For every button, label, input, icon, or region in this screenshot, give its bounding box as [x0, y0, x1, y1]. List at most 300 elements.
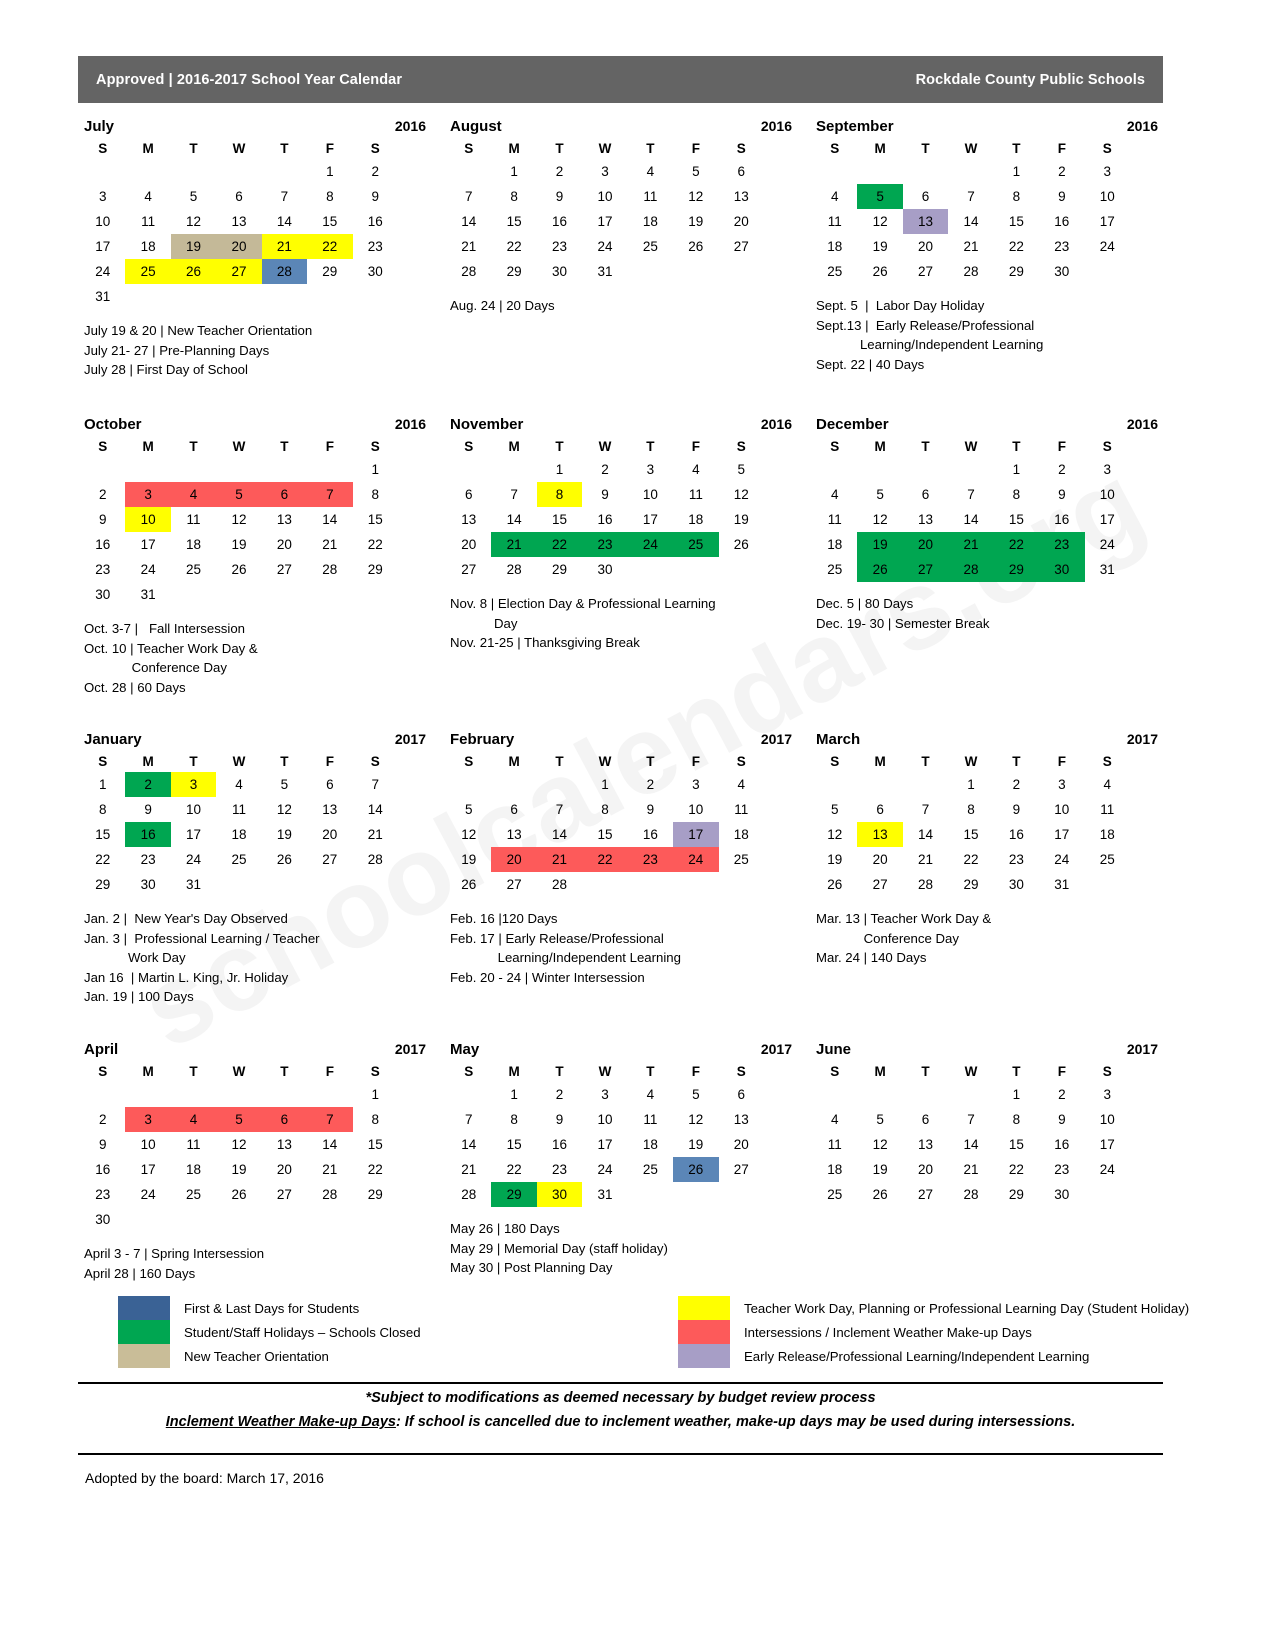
day-cell[interactable]: 7	[967, 487, 975, 502]
day-cell-highlighted[interactable]: 27	[216, 259, 261, 284]
day-cell[interactable]: 8	[371, 1112, 380, 1127]
day-cell-highlighted[interactable]: 23	[582, 532, 627, 557]
day-cell[interactable]: 13	[733, 189, 749, 204]
day-cell-highlighted[interactable]: 21	[491, 532, 536, 557]
day-cell[interactable]: 3	[1058, 777, 1066, 792]
day-cell[interactable]: 7	[510, 487, 518, 502]
day-cell[interactable]: 5	[189, 189, 198, 204]
day-cell[interactable]: 26	[688, 239, 704, 254]
day-cell[interactable]: 20	[733, 1137, 749, 1152]
day-cell[interactable]: 12	[872, 512, 888, 527]
day-cell[interactable]: 27	[872, 877, 888, 892]
day-cell-highlighted[interactable]: 20	[216, 234, 261, 259]
day-cell[interactable]: 11	[643, 1112, 658, 1127]
day-cell[interactable]: 13	[231, 214, 247, 229]
day-cell[interactable]: 18	[186, 537, 202, 552]
day-cell[interactable]: 1	[1012, 462, 1021, 477]
day-cell[interactable]: 17	[597, 214, 613, 229]
day-cell[interactable]: 3	[692, 777, 700, 792]
day-cell[interactable]: 10	[95, 214, 111, 229]
day-cell[interactable]: 9	[601, 487, 609, 502]
day-cell[interactable]: 21	[963, 239, 979, 254]
day-cell[interactable]: 12	[231, 512, 247, 527]
day-cell[interactable]: 3	[1103, 462, 1112, 477]
day-cell[interactable]: 28	[918, 877, 934, 892]
day-cell[interactable]: 7	[464, 189, 473, 204]
day-cell[interactable]: 14	[461, 214, 477, 229]
day-cell-highlighted[interactable]: 16	[125, 822, 170, 847]
day-cell-highlighted[interactable]: 6	[262, 1107, 307, 1132]
day-cell[interactable]: 18	[688, 512, 704, 527]
day-cell[interactable]: 21	[461, 1162, 477, 1177]
day-cell-highlighted[interactable]: 24	[628, 532, 673, 557]
day-cell[interactable]: 30	[95, 587, 111, 602]
day-cell[interactable]: 17	[186, 827, 202, 842]
day-cell[interactable]: 19	[872, 1162, 888, 1177]
day-cell[interactable]: 17	[642, 512, 658, 527]
day-cell[interactable]: 29	[1008, 1187, 1024, 1202]
day-cell[interactable]: 9	[1012, 802, 1021, 817]
day-cell[interactable]: 7	[464, 1112, 473, 1127]
day-cell[interactable]: 4	[830, 487, 839, 502]
day-cell[interactable]: 17	[95, 239, 111, 254]
day-cell[interactable]: 27	[461, 562, 477, 577]
day-cell[interactable]: 10	[642, 487, 658, 502]
day-cell[interactable]: 23	[552, 239, 568, 254]
day-cell[interactable]: 15	[506, 214, 522, 229]
day-cell[interactable]: 8	[1012, 1112, 1021, 1127]
day-cell[interactable]: 6	[235, 189, 243, 204]
day-cell-highlighted[interactable]: 5	[216, 1107, 261, 1132]
day-cell[interactable]: 27	[322, 852, 338, 867]
day-cell[interactable]: 23	[1054, 239, 1070, 254]
day-cell[interactable]: 29	[95, 877, 111, 892]
day-cell[interactable]: 8	[967, 802, 975, 817]
day-cell[interactable]: 16	[597, 512, 613, 527]
day-cell[interactable]: 5	[830, 802, 839, 817]
day-cell-highlighted[interactable]: 25	[125, 259, 170, 284]
day-cell[interactable]: 10	[186, 802, 202, 817]
day-cell[interactable]: 8	[510, 1112, 518, 1127]
day-cell[interactable]: 30	[367, 264, 383, 279]
day-cell[interactable]: 13	[506, 827, 522, 842]
day-cell[interactable]: 9	[98, 512, 107, 527]
day-cell[interactable]: 26	[872, 1187, 888, 1202]
day-cell[interactable]: 17	[1099, 1137, 1115, 1152]
day-cell[interactable]: 28	[322, 562, 338, 577]
day-cell[interactable]: 4	[646, 1087, 655, 1102]
day-cell[interactable]: 2	[1012, 777, 1021, 792]
day-cell[interactable]: 11	[141, 214, 156, 229]
day-cell[interactable]: 11	[231, 802, 246, 817]
day-cell[interactable]: 14	[506, 512, 522, 527]
day-cell[interactable]: 16	[552, 1137, 568, 1152]
day-cell[interactable]: 16	[367, 214, 383, 229]
day-cell[interactable]: 26	[231, 562, 247, 577]
day-cell[interactable]: 1	[967, 777, 975, 792]
day-cell[interactable]: 1	[98, 777, 107, 792]
day-cell[interactable]: 21	[963, 1162, 979, 1177]
day-cell-highlighted[interactable]: 13	[903, 209, 948, 234]
day-cell-highlighted[interactable]: 5	[857, 184, 902, 209]
day-cell[interactable]: 31	[95, 289, 111, 304]
day-cell[interactable]: 11	[827, 512, 842, 527]
day-cell[interactable]: 15	[506, 1137, 522, 1152]
day-cell[interactable]: 27	[918, 1187, 934, 1202]
day-cell[interactable]: 10	[688, 802, 704, 817]
day-cell[interactable]: 13	[322, 802, 338, 817]
day-cell[interactable]: 13	[276, 512, 292, 527]
day-cell-highlighted[interactable]: 24	[673, 847, 718, 872]
day-cell[interactable]: 13	[276, 1137, 292, 1152]
day-cell[interactable]: 2	[555, 164, 564, 179]
day-cell[interactable]: 9	[371, 189, 380, 204]
day-cell[interactable]: 29	[367, 1187, 383, 1202]
day-cell[interactable]: 29	[367, 562, 383, 577]
day-cell-highlighted[interactable]: 3	[125, 1107, 170, 1132]
day-cell[interactable]: 24	[597, 239, 613, 254]
day-cell[interactable]: 14	[963, 512, 979, 527]
day-cell[interactable]: 2	[646, 777, 655, 792]
day-cell[interactable]: 14	[963, 1137, 979, 1152]
day-cell[interactable]: 3	[601, 1087, 609, 1102]
day-cell-highlighted[interactable]: 3	[125, 482, 170, 507]
day-cell-highlighted[interactable]: 26	[171, 259, 216, 284]
day-cell[interactable]: 11	[643, 189, 658, 204]
day-cell[interactable]: 18	[827, 537, 843, 552]
day-cell-highlighted[interactable]: 20	[903, 532, 948, 557]
day-cell[interactable]: 14	[461, 1137, 477, 1152]
day-cell[interactable]: 23	[1054, 1162, 1070, 1177]
day-cell[interactable]: 7	[555, 802, 564, 817]
day-cell[interactable]: 4	[830, 1112, 839, 1127]
day-cell[interactable]: 22	[1008, 239, 1024, 254]
day-cell[interactable]: 2	[601, 462, 609, 477]
day-cell[interactable]: 13	[461, 512, 477, 527]
day-cell[interactable]: 3	[98, 189, 107, 204]
day-cell[interactable]: 6	[510, 802, 518, 817]
day-cell[interactable]: 4	[830, 189, 839, 204]
day-cell[interactable]: 9	[555, 1112, 564, 1127]
day-cell[interactable]: 21	[461, 239, 477, 254]
day-cell[interactable]: 4	[646, 164, 655, 179]
day-cell[interactable]: 10	[1099, 189, 1115, 204]
day-cell[interactable]: 16	[642, 827, 658, 842]
day-cell[interactable]: 2	[98, 487, 107, 502]
day-cell[interactable]: 25	[1099, 852, 1115, 867]
day-cell[interactable]: 18	[186, 1162, 202, 1177]
day-cell[interactable]: 22	[1008, 1162, 1024, 1177]
day-cell[interactable]: 9	[646, 802, 655, 817]
day-cell-highlighted[interactable]: 22	[537, 532, 582, 557]
day-cell[interactable]: 31	[1099, 562, 1115, 577]
day-cell[interactable]: 19	[461, 852, 477, 867]
day-cell-highlighted[interactable]: 4	[171, 1107, 216, 1132]
day-cell[interactable]: 12	[733, 487, 749, 502]
day-cell[interactable]: 15	[552, 512, 568, 527]
day-cell-highlighted[interactable]: 28	[948, 557, 993, 582]
day-cell-highlighted[interactable]: 21	[537, 847, 582, 872]
day-cell-highlighted[interactable]: 22	[307, 234, 352, 259]
day-cell[interactable]: 20	[461, 537, 477, 552]
day-cell[interactable]: 30	[95, 1212, 111, 1227]
day-cell[interactable]: 8	[510, 189, 518, 204]
day-cell[interactable]: 26	[872, 264, 888, 279]
day-cell-highlighted[interactable]: 7	[307, 482, 352, 507]
day-cell[interactable]: 28	[963, 1187, 979, 1202]
day-cell[interactable]: 9	[1058, 189, 1066, 204]
day-cell[interactable]: 28	[506, 562, 522, 577]
day-cell[interactable]: 14	[918, 827, 934, 842]
day-cell[interactable]: 18	[1099, 827, 1115, 842]
day-cell[interactable]: 2	[371, 164, 380, 179]
day-cell-highlighted[interactable]: 2	[125, 772, 170, 797]
day-cell[interactable]: 25	[231, 852, 247, 867]
day-cell-highlighted[interactable]: 5	[216, 482, 261, 507]
day-cell[interactable]: 26	[231, 1187, 247, 1202]
day-cell[interactable]: 20	[872, 852, 888, 867]
day-cell[interactable]: 12	[872, 1137, 888, 1152]
day-cell[interactable]: 8	[1012, 189, 1021, 204]
day-cell-highlighted[interactable]: 3	[171, 772, 216, 797]
day-cell[interactable]: 15	[1008, 512, 1024, 527]
day-cell[interactable]: 10	[1054, 802, 1070, 817]
day-cell[interactable]: 6	[921, 1112, 930, 1127]
day-cell-highlighted[interactable]: 7	[307, 1107, 352, 1132]
day-cell[interactable]: 26	[733, 537, 749, 552]
day-cell[interactable]: 20	[322, 827, 338, 842]
day-cell[interactable]: 17	[1054, 827, 1070, 842]
day-cell[interactable]: 30	[1008, 877, 1024, 892]
day-cell[interactable]: 14	[276, 214, 292, 229]
day-cell[interactable]: 24	[186, 852, 202, 867]
day-cell[interactable]: 23	[1008, 852, 1024, 867]
day-cell[interactable]: 2	[1058, 1087, 1066, 1102]
day-cell[interactable]: 21	[918, 852, 934, 867]
day-cell[interactable]: 15	[95, 827, 111, 842]
day-cell[interactable]: 1	[555, 462, 564, 477]
day-cell[interactable]: 22	[95, 852, 111, 867]
day-cell-highlighted[interactable]: 30	[1039, 557, 1084, 582]
day-cell[interactable]: 19	[231, 1162, 247, 1177]
day-cell[interactable]: 22	[367, 537, 383, 552]
day-cell[interactable]: 4	[737, 777, 746, 792]
day-cell[interactable]: 31	[1054, 877, 1070, 892]
day-cell[interactable]: 16	[95, 537, 111, 552]
day-cell[interactable]: 10	[1099, 1112, 1115, 1127]
day-cell[interactable]: 6	[921, 487, 930, 502]
day-cell[interactable]: 21	[322, 537, 338, 552]
day-cell[interactable]: 7	[967, 1112, 975, 1127]
day-cell-highlighted[interactable]: 23	[1039, 532, 1084, 557]
day-cell[interactable]: 24	[140, 1187, 156, 1202]
day-cell[interactable]: 1	[326, 164, 334, 179]
day-cell[interactable]: 20	[918, 239, 934, 254]
day-cell[interactable]: 11	[827, 1137, 842, 1152]
day-cell[interactable]: 7	[921, 802, 930, 817]
day-cell[interactable]: 29	[963, 877, 979, 892]
day-cell[interactable]: 4	[144, 189, 152, 204]
day-cell[interactable]: 25	[827, 1187, 843, 1202]
day-cell[interactable]: 30	[140, 877, 156, 892]
day-cell-highlighted[interactable]: 6	[262, 482, 307, 507]
day-cell[interactable]: 15	[1008, 1137, 1024, 1152]
day-cell[interactable]: 11	[186, 512, 201, 527]
day-cell-highlighted[interactable]: 8	[537, 482, 582, 507]
day-cell[interactable]: 19	[231, 537, 247, 552]
day-cell-highlighted[interactable]: 22	[582, 847, 627, 872]
day-cell[interactable]: 1	[371, 462, 380, 477]
day-cell[interactable]: 29	[552, 562, 568, 577]
day-cell[interactable]: 1	[601, 777, 609, 792]
day-cell[interactable]: 25	[827, 264, 843, 279]
day-cell[interactable]: 8	[326, 189, 334, 204]
day-cell[interactable]: 12	[872, 214, 888, 229]
day-cell-highlighted[interactable]: 23	[628, 847, 673, 872]
day-cell[interactable]: 18	[827, 239, 843, 254]
day-cell[interactable]: 28	[322, 1187, 338, 1202]
day-cell[interactable]: 23	[140, 852, 156, 867]
day-cell[interactable]: 30	[1054, 264, 1070, 279]
day-cell[interactable]: 30	[1054, 1187, 1070, 1202]
day-cell[interactable]: 5	[692, 164, 700, 179]
day-cell-highlighted[interactable]: 28	[262, 259, 307, 284]
day-cell[interactable]: 14	[963, 214, 979, 229]
day-cell-highlighted[interactable]: 20	[491, 847, 536, 872]
day-cell[interactable]: 8	[371, 487, 380, 502]
day-cell[interactable]: 12	[461, 827, 477, 842]
day-cell[interactable]: 5	[876, 1112, 884, 1127]
day-cell[interactable]: 31	[597, 264, 613, 279]
day-cell[interactable]: 1	[371, 1087, 380, 1102]
day-cell[interactable]: 29	[1008, 264, 1024, 279]
day-cell[interactable]: 25	[733, 852, 749, 867]
day-cell[interactable]: 18	[733, 827, 749, 842]
day-cell[interactable]: 12	[688, 189, 704, 204]
day-cell[interactable]: 5	[876, 487, 884, 502]
day-cell[interactable]: 27	[276, 562, 292, 577]
day-cell[interactable]: 6	[876, 802, 884, 817]
day-cell[interactable]: 4	[1103, 777, 1112, 792]
day-cell[interactable]: 22	[506, 239, 522, 254]
day-cell[interactable]: 10	[597, 189, 613, 204]
day-cell[interactable]: 25	[642, 1162, 658, 1177]
day-cell[interactable]: 24	[1099, 239, 1115, 254]
day-cell[interactable]: 6	[326, 777, 334, 792]
day-cell-highlighted[interactable]: 21	[262, 234, 307, 259]
day-cell[interactable]: 14	[367, 802, 383, 817]
day-cell[interactable]: 19	[733, 512, 749, 527]
day-cell[interactable]: 1	[1012, 1087, 1021, 1102]
day-cell[interactable]: 31	[140, 587, 156, 602]
day-cell[interactable]: 8	[98, 802, 107, 817]
day-cell[interactable]: 21	[367, 827, 383, 842]
day-cell[interactable]: 10	[1099, 487, 1115, 502]
day-cell[interactable]: 11	[734, 802, 749, 817]
day-cell[interactable]: 19	[688, 214, 704, 229]
day-cell[interactable]: 4	[235, 777, 243, 792]
day-cell[interactable]: 18	[140, 239, 156, 254]
day-cell[interactable]: 15	[1008, 214, 1024, 229]
day-cell-highlighted[interactable]: 25	[673, 532, 718, 557]
day-cell[interactable]: 11	[688, 487, 703, 502]
day-cell[interactable]: 14	[552, 827, 568, 842]
day-cell-highlighted[interactable]: 13	[857, 822, 902, 847]
day-cell[interactable]: 10	[140, 1137, 156, 1152]
day-cell[interactable]: 2	[98, 1112, 107, 1127]
day-cell[interactable]: 31	[597, 1187, 613, 1202]
day-cell[interactable]: 5	[280, 777, 289, 792]
day-cell[interactable]: 27	[733, 239, 749, 254]
day-cell[interactable]: 7	[371, 777, 380, 792]
day-cell[interactable]: 11	[186, 1137, 201, 1152]
day-cell[interactable]: 9	[555, 189, 564, 204]
day-cell[interactable]: 23	[95, 562, 111, 577]
day-cell[interactable]: 27	[733, 1162, 749, 1177]
day-cell-highlighted[interactable]: 26	[857, 557, 902, 582]
day-cell[interactable]: 22	[367, 1162, 383, 1177]
day-cell[interactable]: 7	[280, 189, 289, 204]
day-cell[interactable]: 17	[1099, 512, 1115, 527]
day-cell[interactable]: 18	[231, 827, 247, 842]
day-cell[interactable]: 9	[98, 1137, 107, 1152]
day-cell[interactable]: 18	[642, 214, 658, 229]
day-cell[interactable]: 24	[597, 1162, 613, 1177]
day-cell[interactable]: 18	[827, 1162, 843, 1177]
day-cell[interactable]: 27	[506, 877, 522, 892]
day-cell[interactable]: 19	[872, 239, 888, 254]
day-cell[interactable]: 1	[1012, 164, 1021, 179]
day-cell[interactable]: 5	[464, 802, 473, 817]
day-cell[interactable]: 11	[1100, 802, 1115, 817]
day-cell[interactable]: 16	[1054, 1137, 1070, 1152]
day-cell[interactable]: 16	[1054, 214, 1070, 229]
day-cell[interactable]: 4	[692, 462, 700, 477]
day-cell[interactable]: 28	[552, 877, 568, 892]
day-cell[interactable]: 14	[322, 1137, 338, 1152]
day-cell[interactable]: 17	[1099, 214, 1115, 229]
day-cell[interactable]: 11	[827, 214, 842, 229]
day-cell[interactable]: 26	[276, 852, 292, 867]
day-cell[interactable]: 16	[1054, 512, 1070, 527]
day-cell[interactable]: 29	[322, 264, 338, 279]
day-cell-highlighted[interactable]: 22	[994, 532, 1039, 557]
day-cell[interactable]: 13	[733, 1112, 749, 1127]
day-cell[interactable]: 12	[688, 1112, 704, 1127]
day-cell-highlighted[interactable]: 21	[948, 532, 993, 557]
day-cell[interactable]: 15	[367, 512, 383, 527]
day-cell[interactable]: 27	[918, 264, 934, 279]
day-cell[interactable]: 30	[597, 562, 613, 577]
day-cell-highlighted[interactable]: 26	[673, 1157, 718, 1182]
day-cell[interactable]: 29	[506, 264, 522, 279]
day-cell[interactable]: 15	[367, 1137, 383, 1152]
day-cell[interactable]: 24	[1054, 852, 1070, 867]
day-cell[interactable]: 16	[552, 214, 568, 229]
day-cell[interactable]: 20	[276, 1162, 292, 1177]
day-cell[interactable]: 28	[963, 264, 979, 279]
day-cell[interactable]: 10	[597, 1112, 613, 1127]
day-cell[interactable]: 6	[921, 189, 930, 204]
day-cell[interactable]: 15	[322, 214, 338, 229]
day-cell[interactable]: 23	[95, 1187, 111, 1202]
day-cell[interactable]: 23	[552, 1162, 568, 1177]
day-cell[interactable]: 13	[918, 1137, 934, 1152]
day-cell[interactable]: 19	[688, 1137, 704, 1152]
day-cell-highlighted[interactable]: 30	[537, 1182, 582, 1207]
day-cell[interactable]: 3	[601, 164, 609, 179]
day-cell[interactable]: 8	[601, 802, 609, 817]
